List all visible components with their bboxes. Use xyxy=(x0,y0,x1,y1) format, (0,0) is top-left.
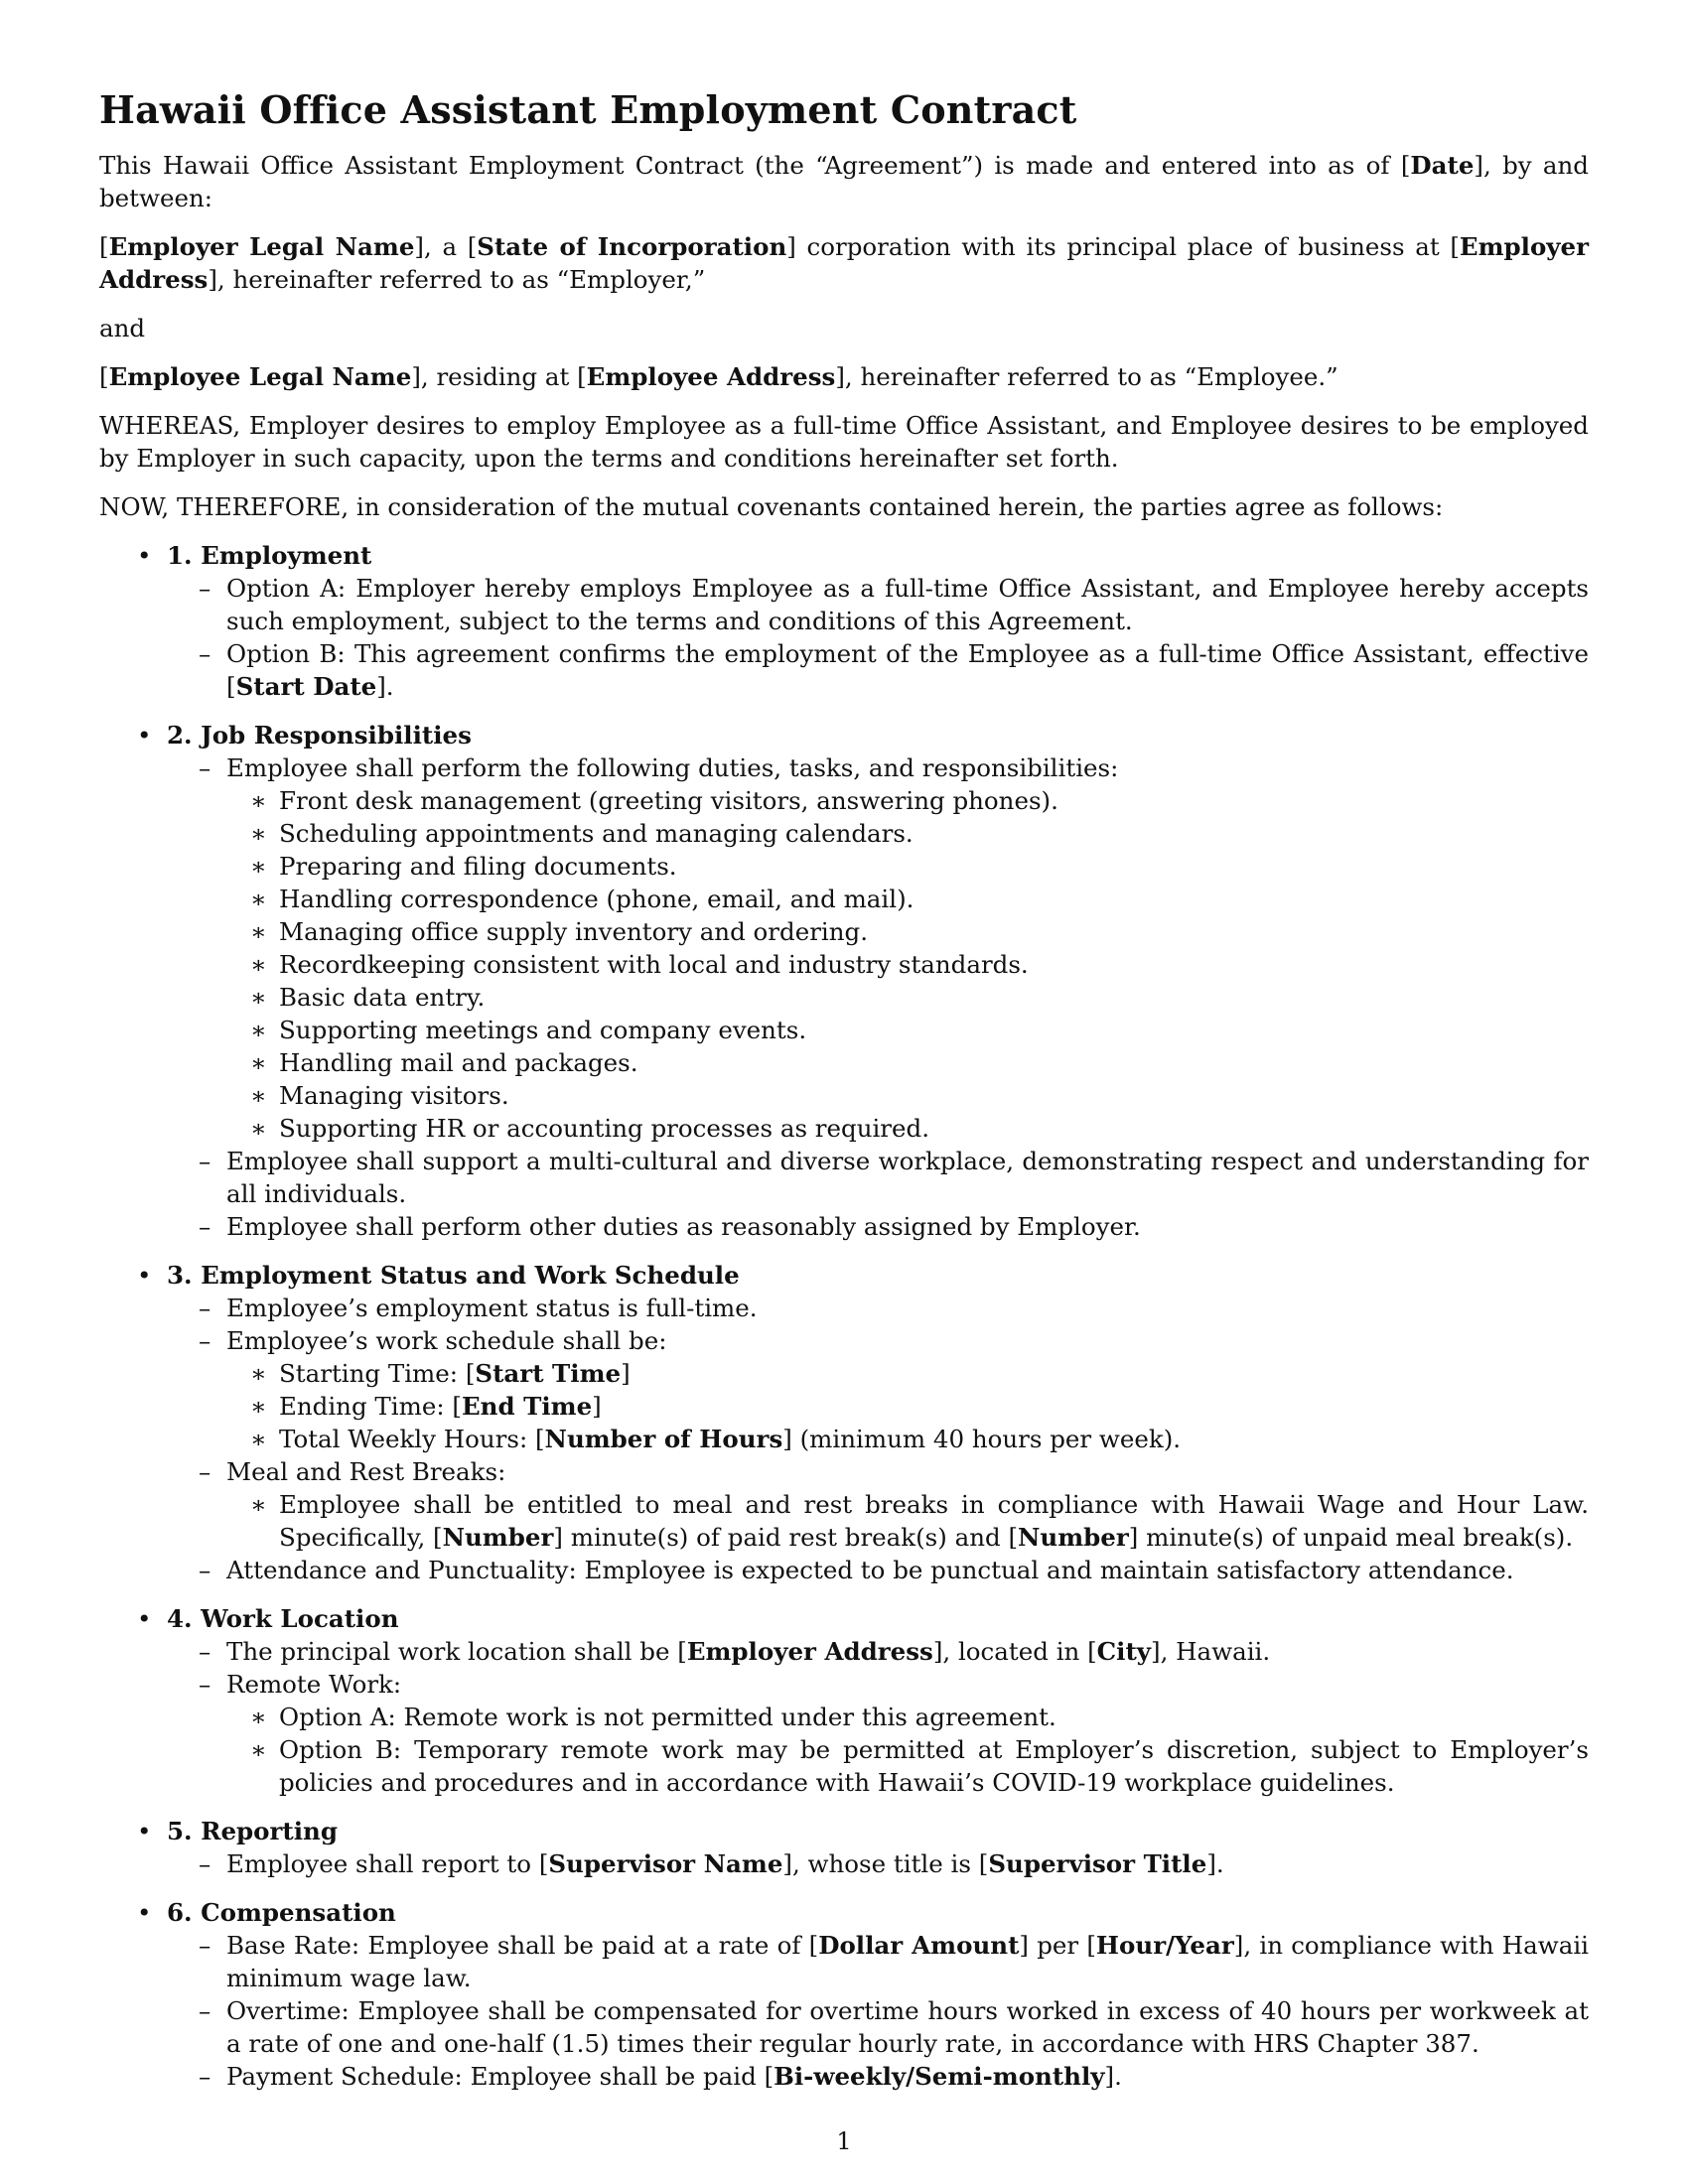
item-text: Payment Schedule: Employee shall be paid xyxy=(226,2062,765,2091)
list-item: – Base Rate: Employee shall be paid at a rate of [Dollar Amount] per [Hour/Year], in compliance with Hawaii minimum wage law. xyxy=(199,1931,1590,1992)
item-text: Employee shall perform the following duties, tasks, and responsibilities: xyxy=(226,753,1119,782)
item-text: Employee’s employment status is full-time. xyxy=(226,1294,758,1322)
intro-paragraph: This Hawaii Office Assistant Employment Contract (the “Agreement”) is made and entered into as of [Date], by and between: xyxy=(99,151,1589,212)
dash-marker: – xyxy=(199,1294,211,1322)
city-field: City xyxy=(1096,1637,1152,1666)
duty-item xyxy=(99,850,1589,883)
duty-text: Preparing and filing documents. xyxy=(279,852,677,881)
remote-option xyxy=(99,1733,1589,1799)
intro-text-end: , by and between: xyxy=(99,151,1589,212)
end-time-field: End Time xyxy=(461,1392,593,1421)
hours-field: Number of Hours xyxy=(544,1425,783,1453)
date-field: Date xyxy=(1410,151,1475,180)
item-text: Option A: Employer hereby employs Employee as a full-time Office Assistant, and Employee hereby accepts such employment, subject to the terms and conditions of this Agreement. xyxy=(226,574,1589,635)
item-text: Employee shall perform other duties as reasonably assigned by Employer. xyxy=(226,1212,1141,1241)
breaks-text-end: minute(s) of unpaid meal break(s). xyxy=(1138,1523,1574,1552)
dash-marker: – xyxy=(199,639,211,668)
remote-option xyxy=(99,1701,1589,1733)
item-text-mid: per xyxy=(1028,1931,1087,1960)
heading-text: 4. Work Location xyxy=(167,1604,399,1633)
employer-text-3: , hereinafter referred to as “Employer,” xyxy=(216,265,706,294)
contract-page xyxy=(99,87,1589,2109)
list-item xyxy=(99,1292,1589,1324)
item-text-end: . xyxy=(385,672,394,701)
duty-text: Scheduling appointments and managing calendars. xyxy=(279,819,914,848)
employee-text-1: , residing at xyxy=(420,362,578,391)
list-item xyxy=(99,1145,1589,1210)
dash-marker: – xyxy=(199,753,211,782)
supervisor-title-field: Supervisor Title xyxy=(988,1849,1207,1878)
supervisor-name-field: Supervisor Name xyxy=(548,1849,783,1878)
list-item xyxy=(99,1668,1589,1701)
location-address-field: Employer Address xyxy=(686,1637,933,1666)
dash-marker: – xyxy=(199,1457,211,1486)
list-item xyxy=(99,1994,1589,2060)
employer-name-field: Employer Legal Name xyxy=(108,232,415,261)
schedule-item: ∗ Ending Time: [End Time] xyxy=(250,1392,602,1421)
duty-item xyxy=(99,883,1589,915)
item-text-mid: , whose title is xyxy=(791,1849,979,1878)
item-text: Overtime: Employee shall be compensated for overtime hours worked in excess of 40 hours per workweek at a rate of one and one-half (1.5) times their regular hourly rate, in accordance with HRS Chapter 387. xyxy=(226,1996,1589,2058)
section-employment xyxy=(99,539,1589,703)
duty-item xyxy=(99,817,1589,850)
breaks-item: ∗ Employee shall be entitled to meal and rest breaks in compliance with Hawaii Wage and Hour Law. Specifically, [Number] minute(s) of paid rest break(s) and [Number] minute(s) of unpaid meal break(s). xyxy=(250,1490,1589,1552)
item-text-mid: , located in xyxy=(942,1637,1088,1666)
schedule-label: Ending Time: xyxy=(279,1392,453,1421)
duty-text: Supporting meetings and company events. xyxy=(279,1016,807,1044)
star-marker: ∗ xyxy=(250,1735,267,1764)
list-item xyxy=(99,1324,1589,1357)
dash-marker: – xyxy=(199,1637,211,1666)
section-heading xyxy=(99,1602,1589,1635)
star-marker: ∗ xyxy=(250,1490,267,1519)
schedule-label: Total Weekly Hours: xyxy=(279,1425,535,1453)
schedule-label: Starting Time: xyxy=(279,1359,466,1388)
section-compensation xyxy=(99,1896,1589,2093)
employer-text-1: , a xyxy=(423,232,468,261)
section-heading xyxy=(99,1259,1589,1292)
duty-text: Recordkeeping consistent with local and industry standards. xyxy=(279,950,1029,979)
section-status-schedule xyxy=(99,1259,1589,1586)
duty-item xyxy=(99,1014,1589,1046)
page-number: 1 xyxy=(836,2127,852,2155)
star-marker: ∗ xyxy=(250,1048,267,1077)
item-text: Employee shall support a multi-cultural and diverse workplace, demonstrating respect and understanding for all individuals. xyxy=(226,1147,1589,1208)
list-item xyxy=(99,751,1589,784)
dash-marker: – xyxy=(199,1996,211,2025)
remote-text: Option B: Temporary remote work may be permitted at Employer’s discretion, subject to Employer’s policies and procedures and in accordance with Hawaii’s COVID-19 workplace guidelines. xyxy=(279,1735,1589,1797)
star-marker: ∗ xyxy=(250,917,267,946)
section-heading xyxy=(99,1815,1589,1847)
section-heading xyxy=(99,539,1589,572)
duty-item xyxy=(99,948,1589,981)
list-item xyxy=(99,1455,1589,1488)
dash-marker: – xyxy=(199,1556,211,1584)
duty-text: Handling correspondence (phone, email, and mail). xyxy=(279,885,914,913)
employee-paragraph: [Employee Legal Name], residing at [Employee Address], hereinafter referred to as “Employee.” xyxy=(99,362,1338,391)
dash-marker: – xyxy=(199,1931,211,1960)
remote-text: Option A: Remote work is not permitted under this agreement. xyxy=(279,1703,1056,1731)
heading-text: 6. Compensation xyxy=(167,1898,396,1927)
star-marker: ∗ xyxy=(250,819,267,848)
list-item xyxy=(99,572,1589,637)
bullet-marker: • xyxy=(137,1817,152,1845)
list-item: – Employee shall report to [Supervisor Name], whose title is [Supervisor Title]. xyxy=(199,1849,1224,1878)
list-item xyxy=(99,1554,1589,1586)
schedule-item: ∗ Total Weekly Hours: [Number of Hours] (minimum 40 hours per week). xyxy=(250,1425,1182,1453)
star-marker: ∗ xyxy=(250,852,267,881)
duty-text: Basic data entry. xyxy=(279,983,486,1012)
item-text: The principal work location shall be xyxy=(226,1637,678,1666)
star-marker: ∗ xyxy=(250,885,267,913)
start-time-field: Start Time xyxy=(475,1359,622,1388)
dash-marker: – xyxy=(199,574,211,603)
employee-text-2: , hereinafter referred to as “Employee.” xyxy=(844,362,1338,391)
item-text: Meal and Rest Breaks: xyxy=(226,1457,506,1486)
duty-text: Front desk management (greeting visitors, answering phones). xyxy=(279,786,1058,815)
star-marker: ∗ xyxy=(250,1359,267,1388)
intro-text: This Hawaii Office Assistant Employment Contract (the “Agreement”) is made and entered into as of xyxy=(99,151,1401,180)
dollar-amount-field: Dollar Amount xyxy=(818,1931,1020,1960)
star-marker: ∗ xyxy=(250,983,267,1012)
item-text: Base Rate: Employee shall be paid at a rate of xyxy=(226,1931,809,1960)
dash-marker: – xyxy=(199,1849,211,1878)
section-heading xyxy=(99,1896,1589,1929)
bullet-marker: • xyxy=(137,1898,152,1927)
item-text: Option B: This agreement confirms the employment of the Employee as a full-time Office Assistant, effective xyxy=(226,639,1589,668)
section-job-responsibilities xyxy=(99,719,1589,1243)
duty-item xyxy=(99,1046,1589,1079)
item-text-end: . xyxy=(1215,1849,1224,1878)
list-item xyxy=(99,1210,1589,1243)
heading-text: 3. Employment Status and Work Schedule xyxy=(167,1261,740,1290)
dash-marker: – xyxy=(199,1212,211,1241)
employee-address-field: Employee Address xyxy=(586,362,836,391)
pay-schedule-field: Bi-weekly/Semi-monthly xyxy=(774,2062,1105,2091)
state-field: State of Incorporation xyxy=(477,232,787,261)
item-text-end: , in compliance with Hawaii minimum wage law. xyxy=(226,1931,1590,1992)
section-heading xyxy=(99,719,1589,751)
duty-item xyxy=(99,1112,1589,1145)
star-marker: ∗ xyxy=(250,1703,267,1731)
star-marker: ∗ xyxy=(250,1114,267,1143)
schedule-note: (minimum 40 hours per week). xyxy=(791,1425,1182,1453)
employer-address-field: Employer Address xyxy=(99,232,1590,294)
breaks-text-mid: minute(s) of paid rest break(s) and xyxy=(562,1523,1009,1552)
dash-marker: – xyxy=(199,1670,211,1699)
item-text: Employee’s work schedule shall be: xyxy=(226,1326,667,1355)
meal-minutes-field: Number xyxy=(1018,1523,1129,1552)
rest-minutes-field: Number xyxy=(442,1523,554,1552)
heading-text: 5. Reporting xyxy=(167,1817,339,1845)
duty-text: Handling mail and packages. xyxy=(279,1048,638,1077)
dash-marker: – xyxy=(199,1147,211,1175)
star-marker: ∗ xyxy=(250,1392,267,1421)
breaks-text: Employee shall be entitled to meal and rest breaks in compliance with Hawaii Wage and Hour Law. Specifically, xyxy=(279,1490,1589,1552)
list-item: – Option B: This agreement confirms the employment of the Employee as a full-time Office Assistant, effective [Start Date]. xyxy=(199,639,1589,701)
employer-text-2: corporation with its principal place of business at xyxy=(795,232,1451,261)
item-text: Attendance and Punctuality: Employee is expected to be punctual and maintain satisfactory attendance. xyxy=(226,1556,1514,1584)
star-marker: ∗ xyxy=(250,786,267,815)
item-text-end: , Hawaii. xyxy=(1160,1637,1271,1666)
heading-text: 2. Job Responsibilities xyxy=(167,721,472,750)
star-marker: ∗ xyxy=(250,1081,267,1110)
section-work-location xyxy=(99,1602,1589,1799)
list-item: – Payment Schedule: Employee shall be paid [Bi-weekly/Semi-monthly]. xyxy=(199,2062,1122,2091)
start-date-field: Start Date xyxy=(235,672,377,701)
whereas-paragraph: WHEREAS, Employer desires to employ Employee as a full-time Office Assistant, and Employee desires to be employed by Employer in such capacity, upon the terms and conditions hereinafter set forth. xyxy=(99,411,1589,473)
bullet-marker: • xyxy=(137,1604,152,1633)
dash-marker: – xyxy=(199,1326,211,1355)
document-title: Hawaii Office Assistant Employment Contract xyxy=(99,87,1077,132)
duty-item xyxy=(99,784,1589,817)
item-text: Employee shall report to xyxy=(226,1849,539,1878)
bullet-marker: • xyxy=(137,541,152,570)
schedule-item: ∗ Starting Time: [Start Time] xyxy=(250,1359,631,1388)
star-marker: ∗ xyxy=(250,1425,267,1453)
employee-name-field: Employee Legal Name xyxy=(108,362,412,391)
item-text: Remote Work: xyxy=(226,1670,402,1699)
star-marker: ∗ xyxy=(250,950,267,979)
duty-item xyxy=(99,915,1589,948)
duty-text: Managing office supply inventory and ordering. xyxy=(279,917,869,946)
heading-text: 1. Employment xyxy=(167,541,372,570)
list-item: – The principal work location shall be [Employer Address], located in [City], Hawaii. xyxy=(199,1637,1271,1666)
duty-text: Managing visitors. xyxy=(279,1081,509,1110)
and-paragraph: and xyxy=(99,314,146,342)
duty-item xyxy=(99,981,1589,1014)
duty-text: Supporting HR or accounting processes as required. xyxy=(279,1114,929,1143)
item-text-end: . xyxy=(1114,2062,1122,2091)
dash-marker: – xyxy=(199,2062,211,2091)
bullet-marker: • xyxy=(137,1261,152,1290)
duty-item xyxy=(99,1079,1589,1112)
bullet-marker: • xyxy=(137,721,152,750)
section-reporting xyxy=(99,1815,1589,1880)
star-marker: ∗ xyxy=(250,1016,267,1044)
rate-period-field: Hour/Year xyxy=(1095,1931,1234,1960)
employer-paragraph: [Employer Legal Name], a [State of Incorporation] corporation with its principal place of business at [Employer Address], hereinafter referred to as “Employer,” xyxy=(99,232,1590,294)
now-therefore-paragraph: NOW, THEREFORE, in consideration of the mutual covenants contained herein, the parties agree as follows: xyxy=(99,492,1444,521)
